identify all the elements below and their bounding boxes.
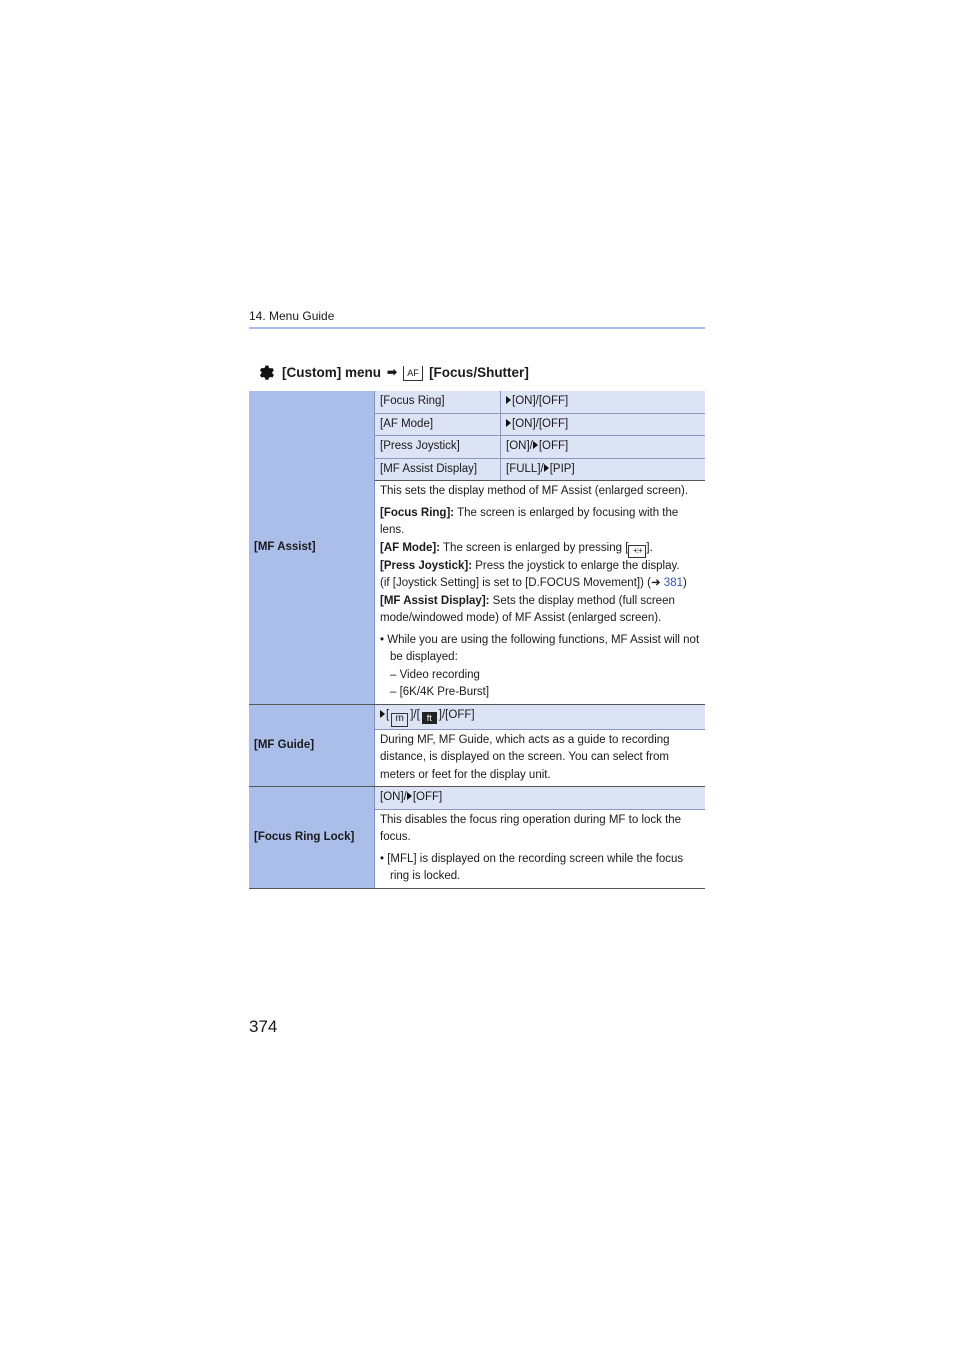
option-value: [ON]/ [OFF] bbox=[501, 436, 706, 459]
option-value: [ON]/[OFF] bbox=[501, 413, 706, 436]
table-row bbox=[249, 704, 705, 729]
mf-assist-description: This sets the display method of MF Assist (enlarged screen). [Focus Ring]: The screen is enlarged by focusing with the lens. [AF Mode]: The screen is enlarged by pressing [ +:+ ]. [Press Joystick]: Press the joystick to enlarge the display. (if [Joystick Setting] is set to [D.FOCUS Movement]) (➜ 381) [MF Assist Display]: Sets the display method (full screen mode/windowed mode) of MF Assist (enlarged screen). • While you are using the following functions, MF Assist will not be displayed: – Video recording – [6K/4K Pre-Burst] bbox=[375, 481, 706, 705]
option-name: [Focus Ring] bbox=[375, 391, 501, 413]
option-value: [FULL]/ [PIP] bbox=[501, 458, 706, 481]
option-name: [Press Joystick] bbox=[375, 436, 501, 459]
feet-icon: ft bbox=[422, 712, 437, 724]
settings-table bbox=[249, 391, 705, 889]
default-marker-icon bbox=[544, 464, 549, 472]
custom-menu-label: [Custom] menu bbox=[282, 364, 381, 380]
focus-ring-lock-description: This disables the focus ring operation during MF to lock the focus. • [MFL] is displayed on the recording screen while the focus ring is locked. bbox=[375, 809, 706, 888]
arrow-right-icon: ➡ bbox=[387, 365, 398, 379]
row-label-mf-guide: [MF Guide] bbox=[249, 704, 375, 787]
joystick-icon: +:+ bbox=[628, 545, 646, 558]
chapter-title: 14. Menu Guide bbox=[249, 309, 335, 323]
row-label-focus-ring-lock: [Focus Ring Lock] bbox=[249, 787, 375, 889]
default-marker-icon bbox=[380, 710, 385, 718]
page-link[interactable]: 381 bbox=[663, 577, 683, 589]
option-name: [AF Mode] bbox=[375, 413, 501, 436]
mf-guide-description: During MF, MF Guide, which acts as a guide to recording distance, is displayed on the screen. You can select from meters or feet for the display unit. bbox=[375, 729, 706, 787]
option-value: [ m ]/[ ft ]/[OFF] bbox=[375, 704, 706, 729]
default-marker-icon bbox=[506, 396, 511, 404]
default-marker-icon bbox=[407, 792, 412, 800]
default-marker-icon bbox=[533, 441, 538, 449]
option-value: [ON]/ [OFF] bbox=[375, 787, 706, 810]
af-focus-icon: AF bbox=[403, 366, 423, 381]
gear-icon bbox=[257, 363, 275, 381]
page-number: 374 bbox=[249, 1017, 278, 1036]
menu-path-heading bbox=[257, 363, 529, 381]
option-value: [ON]/[OFF] bbox=[501, 391, 706, 413]
table-row bbox=[249, 787, 705, 810]
header-rule bbox=[249, 327, 705, 329]
meter-icon: m bbox=[391, 713, 408, 727]
section-label: [Focus/Shutter] bbox=[429, 364, 529, 380]
row-label-mf-assist: [MF Assist] bbox=[249, 391, 375, 704]
option-name: [MF Assist Display] bbox=[375, 458, 501, 481]
table-row bbox=[249, 391, 705, 413]
default-marker-icon bbox=[506, 419, 511, 427]
